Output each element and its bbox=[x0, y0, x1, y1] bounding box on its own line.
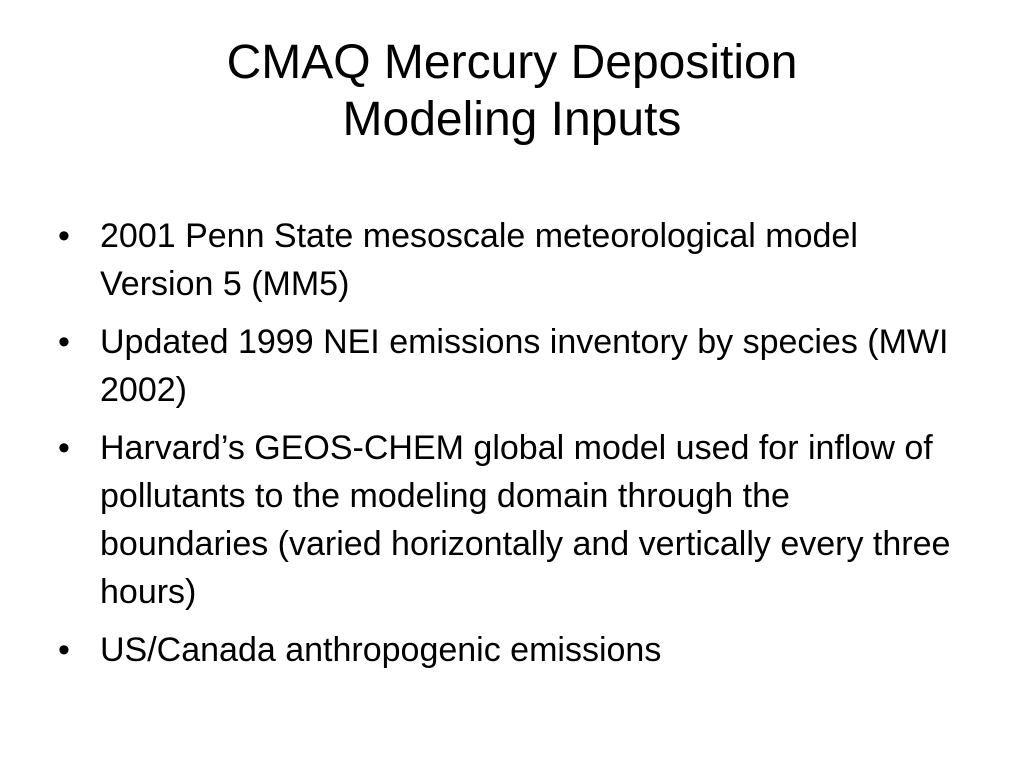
bullet-dot-icon: • bbox=[58, 323, 70, 361]
slide-title-line-1: CMAQ Mercury Deposition bbox=[226, 36, 798, 89]
bullet-dot-icon: • bbox=[58, 631, 70, 669]
bullet-text: Harvard’s GEOS-CHEM global model used for inflow of pollutants to the modeling domain through the boundaries (varied horizontally and vertically every three hours) bbox=[100, 429, 951, 611]
bullet-item-nei-emissions bbox=[58, 318, 958, 414]
bullet-dot-icon: • bbox=[58, 429, 70, 467]
bullet-text: 2001 Penn State mesoscale meteorological model Version 5 (MM5) bbox=[100, 217, 858, 303]
bullet-item-geos-chem bbox=[58, 424, 958, 616]
slide-title bbox=[120, 34, 904, 148]
bullet-dot-icon: • bbox=[58, 217, 70, 255]
bullet-text: Updated 1999 NEI emissions inventory by species (MWI 2002) bbox=[100, 323, 949, 409]
slide-title-line-2: Modeling Inputs bbox=[342, 93, 682, 146]
bullet-item-anthropogenic-emissions bbox=[58, 626, 958, 674]
bullet-item-mm5 bbox=[58, 212, 958, 308]
bullet-text: US/Canada anthropogenic emissions bbox=[100, 631, 662, 669]
bullet-list bbox=[58, 212, 958, 684]
